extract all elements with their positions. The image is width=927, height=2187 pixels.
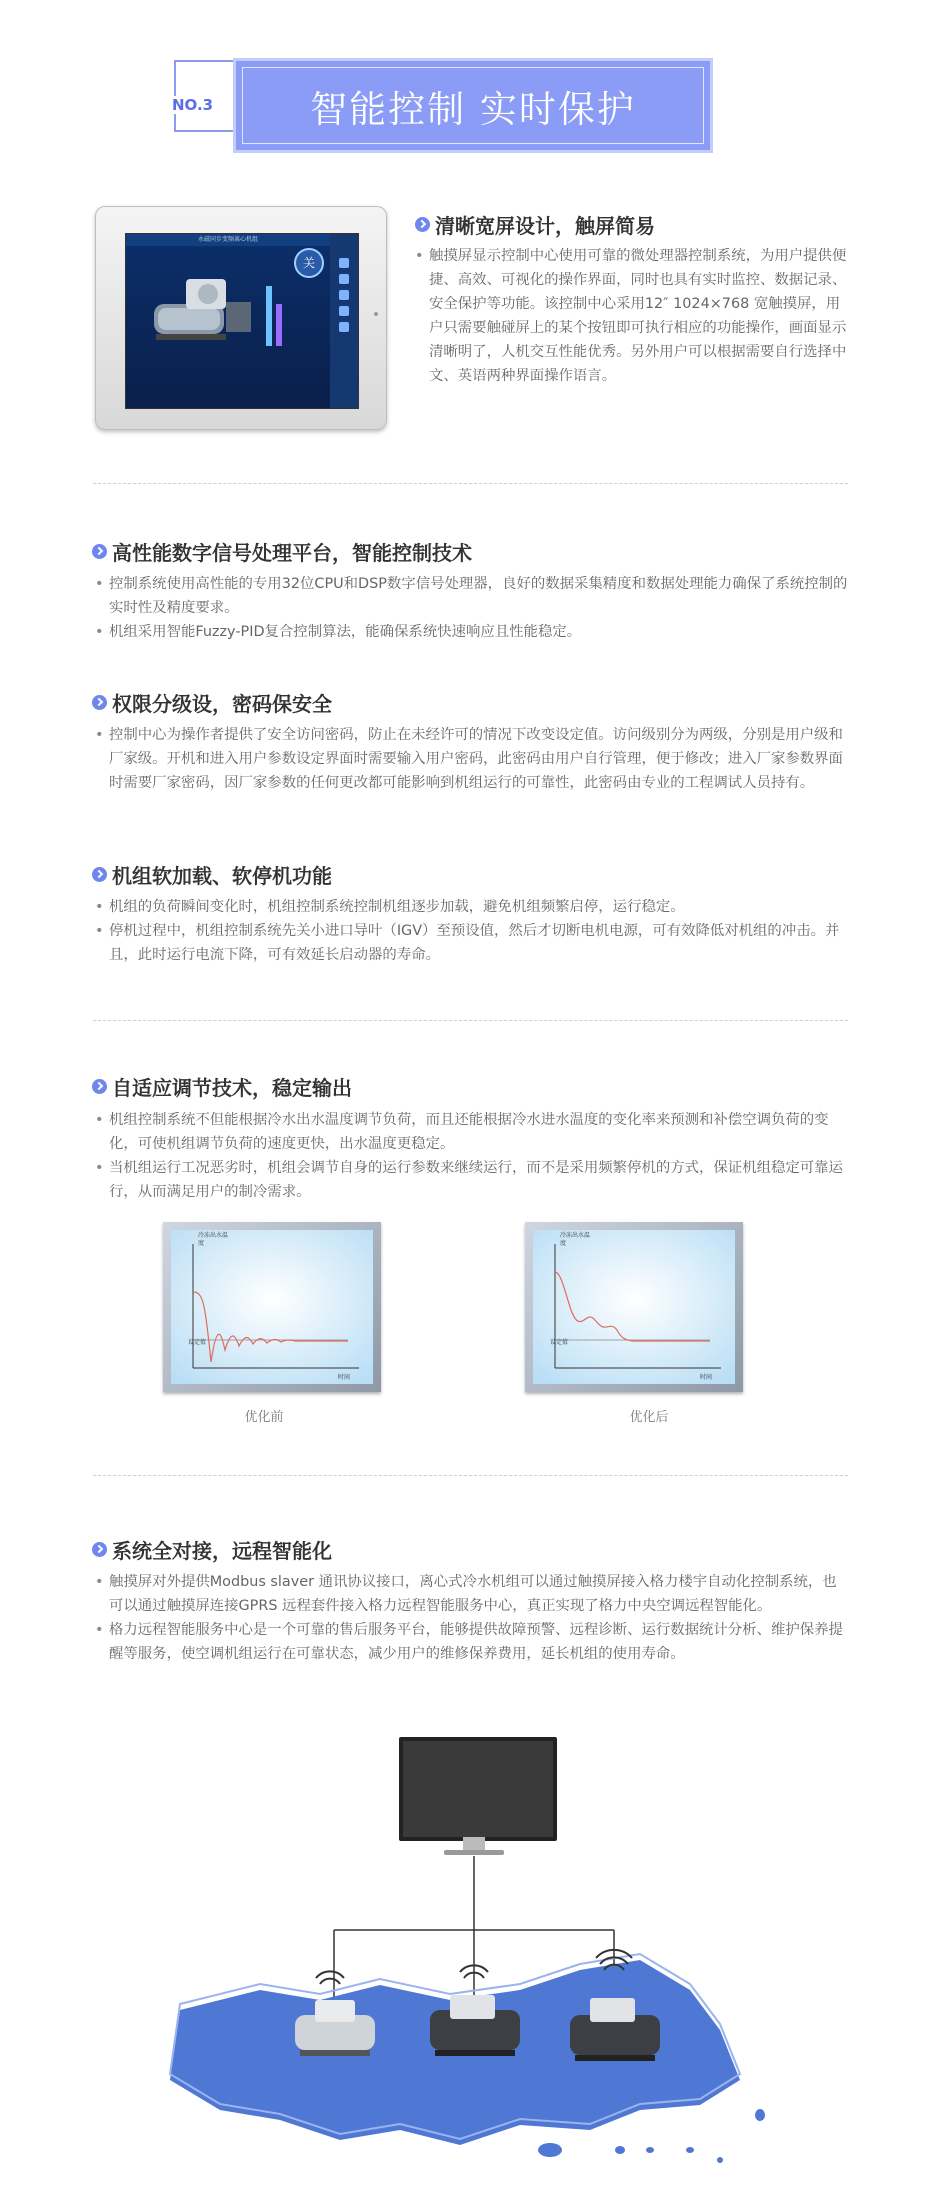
section3-heading (92, 688, 332, 717)
chart-before-caption: 优化前 (244, 1410, 284, 1425)
power-button: 关 (294, 248, 324, 278)
monitor-stand (463, 1837, 485, 1851)
side-icon (339, 258, 349, 268)
divider (93, 1020, 848, 1021)
section4-title: 机组软加载、软停机功能 (112, 864, 332, 888)
section-number: NO.3 (168, 96, 217, 114)
chart-after-xlabel: 时间 (700, 1374, 713, 1381)
side-icon (339, 290, 349, 300)
side-icon (339, 274, 349, 284)
chevron-right-icon (415, 217, 430, 232)
chart-after-setpoint: 设定值 (550, 1339, 569, 1346)
section1-text: • 触摸屏显示控制中心使用可靠的微处理器控制系统，为用户提供便捷、高效、可视化的操作界面，同时也具有实时监控、数据记录、安全保护等功能。该控制中心采用12″ 1024×768 宽触摸屏，用户只需要触碰屏上的某个按钮即可执行相应的功能操作，画面显示清晰明了，人机交互性能优秀。另外用户可以根据需要自行选择中文、英语两种界面操作语言。 (415, 244, 849, 388)
section4-heading (92, 860, 332, 889)
section2-item: • 机组采用智能Fuzzy-PID复合控制算法，能确保系统快速响应且性能稳定。 (95, 620, 851, 644)
china-network-map (120, 1850, 820, 2170)
section4-item: • 机组的负荷瞬间变化时，机组控制系统控制机组逐步加载，避免机组频繁启停，运行稳定。 (95, 895, 851, 919)
section2-item: • 控制系统使用高性能的专用32位CPU和DSP数字信号处理器，良好的数据采集精度和数据处理能力确保了系统控制的实时性及精度要求。 (95, 572, 851, 620)
section2-title: 高性能数字信号处理平台，智能控制技术 (112, 541, 472, 565)
chevron-right-icon (92, 695, 107, 710)
gauge-bar (266, 286, 272, 346)
section5-body (95, 1108, 851, 1204)
header-banner (233, 58, 713, 153)
screen-sidebar (330, 234, 358, 408)
chart-before-ylabel: 冷冻出水温度 (198, 1232, 229, 1247)
page-title: 智能控制 实时保护 (310, 87, 636, 131)
section5-item: • 当机组运行工况恶劣时，机组会调节自身的运行参数来继续运行，而不是采用频繁停机的方式，保证机组稳定可靠运行，从而满足用户的制冷需求。 (95, 1156, 851, 1204)
divider (93, 1475, 848, 1476)
section6-item: • 格力远程智能服务中心是一个可靠的售后服务平台，能够提供故障预警、远程诊断、运行数据统计分析、维护保养提醒等服务，使空调机组运行在可靠状态，减少用户的维修保养费用，延长机组的使用寿命。 (95, 1618, 851, 1666)
side-icon (339, 306, 349, 316)
section2-heading (92, 537, 472, 566)
section1-body (415, 244, 849, 388)
tablet-screen (125, 233, 359, 409)
chart-before-xlabel: 时间 (338, 1374, 351, 1381)
section6-item: • 触摸屏对外提供Modbus slaver 通讯协议接口，离心式冷水机组可以通过触摸屏接入格力楼宇自动化控制系统，也可以通过触摸屏连接GPRS 远程套件接入格力远程智能服务中心，真正实现了格力中央空调远程智能化。 (95, 1570, 851, 1618)
section6-body (95, 1570, 851, 1666)
section1-heading (415, 210, 655, 239)
chart-after-frame (525, 1222, 743, 1392)
section5-heading (92, 1072, 352, 1101)
section4-body (95, 895, 851, 967)
section3-item: • 控制中心为操作者提供了安全访问密码，防止在未经许可的情况下改变设定值。访问级别分为两级，分别是用户级和厂家级。开机和进入用户参数设定界面时需要输入用户密码，此密码由用户自行管理，便于修改；进入厂家参数界面时需要厂家密码，因厂家参数的任何更改都可能影响到机组运行的可靠性，此密码由专业的工程调试人员持有。 (95, 723, 851, 795)
section4-item: • 停机过程中，机组控制系统先关小进口导叶（IGV）至预设值，然后才切断电机电源，可有效降低对机组的冲击。并且，此时运行电流下降，可有效延长启动器的寿命。 (95, 919, 851, 967)
chiller-illustration (146, 274, 256, 349)
chevron-right-icon (92, 544, 107, 559)
screen-title: 永磁同步变频离心机组 (126, 234, 330, 246)
section2-body (95, 572, 851, 644)
wifi-icon (316, 1971, 344, 1984)
chart-after-caption: 优化后 (629, 1410, 669, 1425)
chart-after-ylabel: 冷冻出水温度 (560, 1232, 591, 1247)
tablet-home-dot (374, 312, 378, 316)
section5-title: 自适应调节技术，稳定输出 (112, 1076, 352, 1100)
side-icon (339, 322, 349, 332)
chevron-right-icon (92, 867, 107, 882)
section3-body (95, 723, 851, 795)
gauge-bar (276, 304, 282, 346)
section3-title: 权限分级设，密码保安全 (112, 692, 332, 716)
section6-heading (92, 1535, 332, 1564)
section5-item: • 机组控制系统不但能根据冷水出水温度调节负荷，而且还能根据冷水进水温度的变化率来预测和补偿空调负荷的变化，可使机组调节负荷的速度更快，出水温度更稳定。 (95, 1108, 851, 1156)
chevron-right-icon (92, 1079, 107, 1094)
chart-before-setpoint: 设定值 (188, 1339, 207, 1346)
monitor-icon (399, 1737, 557, 1841)
section6-title: 系统全对接，远程智能化 (112, 1539, 332, 1563)
chart-after (525, 1222, 743, 1392)
section1-title: 清晰宽屏设计，触屏简易 (435, 214, 655, 238)
chevron-right-icon (92, 1542, 107, 1557)
chart-before-frame (163, 1222, 381, 1392)
divider (93, 483, 848, 484)
chart-before (163, 1222, 381, 1392)
